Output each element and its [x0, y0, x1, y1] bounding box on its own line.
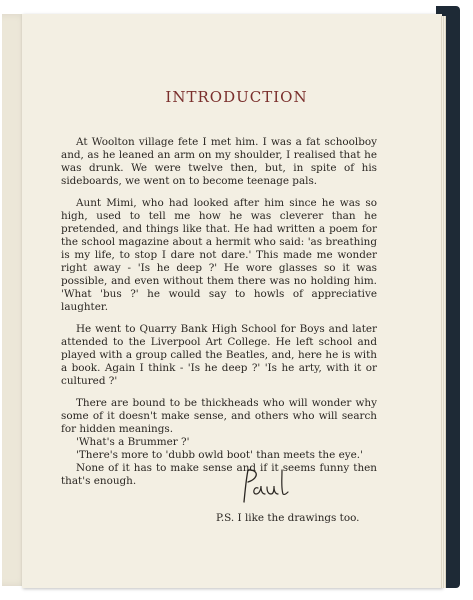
paragraph: Aunt Mimi, who had looked after him since he was so high, used to tell me how he was cleverer than he pretended, and things like that. He had written a poem for the school magazine about a hermit who said: 'as breathing is my life, to stop I dare not dare.' This made me wonder right away - 'Is he deep ?' He wore glasses so it was possible, and even without them there was no holding him. 'What 'bus ?' he would say to howls of appreciative laughter. — [61, 197, 377, 313]
paragraph: None of it has to make sense and if it seems funny then that's enough. — [61, 462, 377, 487]
quote-line: 'What's a Brummer ?' — [76, 436, 190, 448]
paragraph: He went to Quarry Bank High School for Boys and later attended to the Liverpool Art College. He left school and played with a group called the Beatles, and, here he is with a book. Again I think - 'Is he deep ?' 'Is he arty, with it or cultured ?' — [61, 323, 377, 387]
handwritten-signature — [236, 466, 296, 506]
paragraph: At Woolton village fete I met him. I was a fat schoolboy and, as he leaned an arm on my shoulder, I realised that he was drunk. We were twelve then, but, in spite of his sideboards, we went on to become teenage pals. — [61, 136, 377, 187]
page-title: INTRODUCTION — [165, 88, 308, 106]
paragraph: There are bound to be thickheads who will wonder why some of it doesn't make sense, and others who will search for hidden meanings. — [61, 397, 377, 435]
postscript: P.S. I like the drawings too. — [216, 512, 360, 524]
introduction-text — [61, 136, 377, 497]
quote-line: 'There's more to 'dubb owld boot' than meets the eye.' — [76, 449, 363, 461]
